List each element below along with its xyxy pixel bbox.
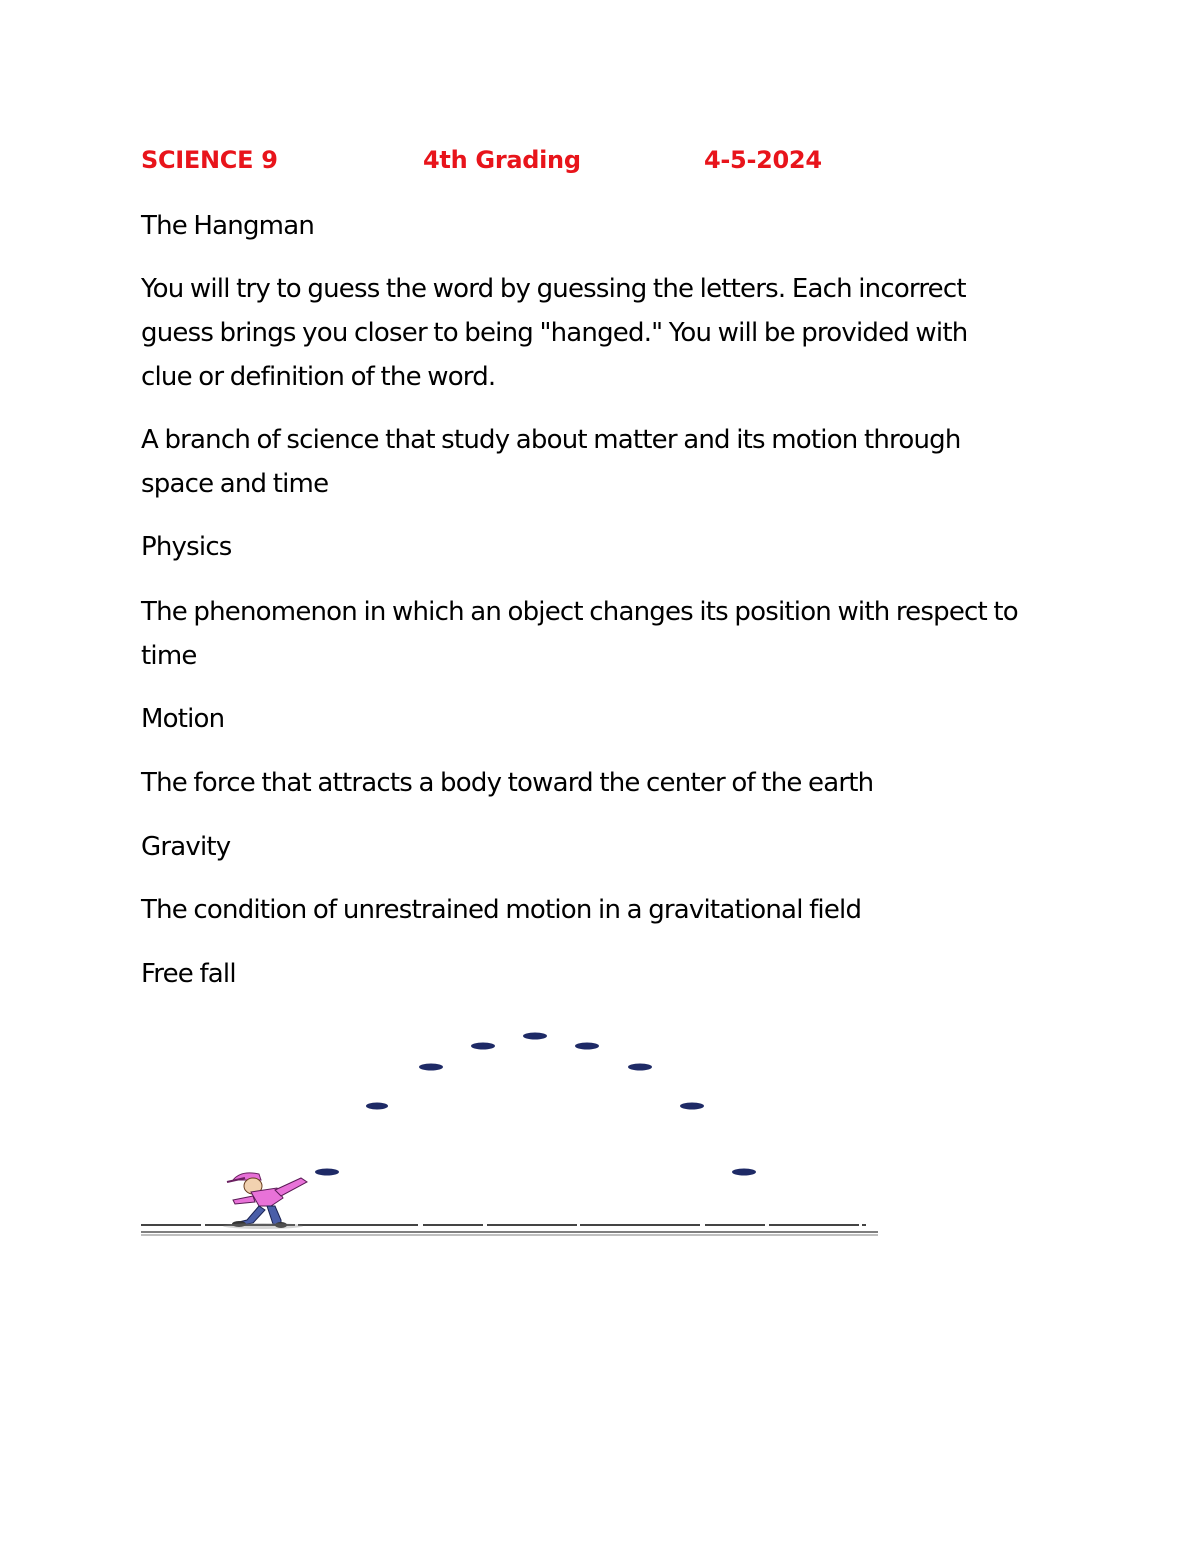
thrower-figure — [223, 1173, 307, 1229]
clue-3: The force that attracts a body toward the center of the earth — [141, 768, 874, 798]
ball — [366, 1103, 388, 1110]
clue-2: The phenomenon in which an object changes its position with respect to time — [141, 597, 1018, 671]
document-header — [141, 146, 901, 180]
ball — [680, 1103, 704, 1110]
projectile-motion-illustration — [141, 1020, 881, 1240]
activity-instructions: You will try to guess the word by guessing the letters. Each incorrect guess brings you closer to being "hanged." You will be provided with clue or definition of the word. — [141, 274, 968, 392]
header-date: 4-5-2024 — [704, 146, 822, 174]
answer-1: Physics — [141, 532, 232, 562]
clue-4: The condition of unrestrained motion in a gravitational field — [141, 895, 862, 925]
ball — [732, 1169, 756, 1176]
answer-4: Free fall — [141, 959, 236, 989]
clue-1: A branch of science that study about matter and its motion through space and time — [141, 425, 961, 499]
header-subject: SCIENCE 9 — [141, 146, 278, 174]
ball — [315, 1169, 339, 1176]
ball — [575, 1043, 599, 1050]
header-grading-period: 4th Grading — [423, 146, 581, 174]
activity-title: The Hangman — [141, 211, 315, 241]
answer-2: Motion — [141, 704, 225, 734]
ball — [628, 1064, 652, 1071]
ball-trajectory — [315, 1033, 756, 1176]
ball — [471, 1043, 495, 1050]
answer-3: Gravity — [141, 832, 231, 862]
ball — [419, 1064, 443, 1071]
ball — [523, 1033, 547, 1040]
